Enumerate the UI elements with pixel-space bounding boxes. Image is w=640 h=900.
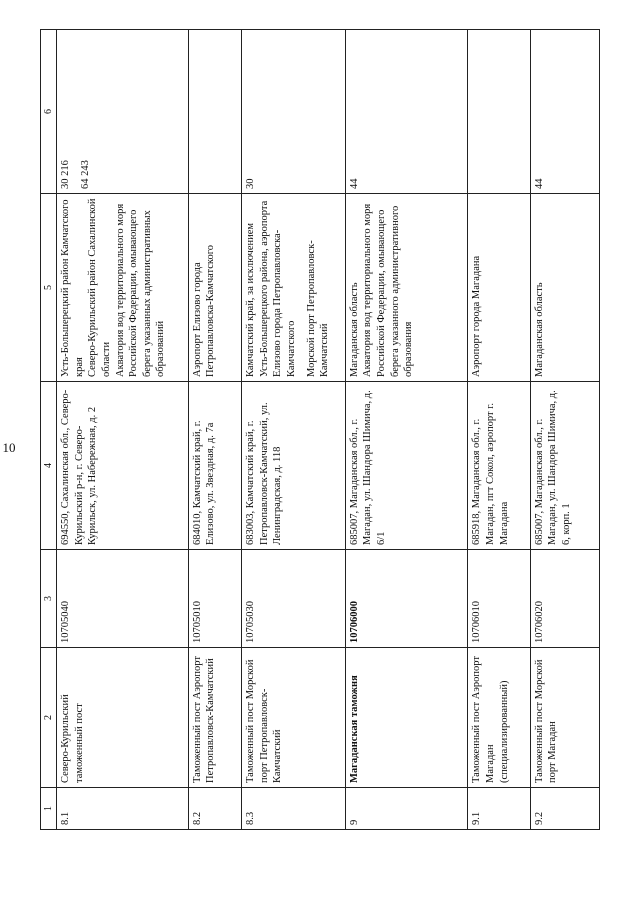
region-cell (345, 194, 468, 382)
post-code: 10706010 (468, 550, 530, 648)
region-cell (242, 194, 346, 382)
table-row (188, 30, 242, 830)
customs-table (40, 29, 600, 830)
post-address: 694550, Сахалинская обл., Северо-Курильский р-н, г. Северо-Курильск, ул. Набережная, д. 2 (57, 382, 189, 550)
post-name: Таможенный пост Морской порт Магадан (530, 648, 599, 788)
column-header: 4 (41, 382, 57, 550)
row-number: 9.1 (468, 788, 530, 830)
post-address: 684010, Камчатский край, г. Елизово, ул. Звездная, д. 7а (188, 382, 242, 550)
column-header: 2 (41, 648, 57, 788)
column-header: 1 (41, 788, 57, 830)
table-row (468, 30, 530, 830)
table-wrapper (40, 30, 640, 825)
post-address: 685918, Магаданская обл., г. Магадан, пгт Сокол, аэропорт г. Магадана (468, 382, 530, 550)
row-number: 8.1 (57, 788, 189, 830)
column-number-row (41, 30, 57, 830)
region-cell (57, 194, 189, 382)
value-cell (468, 30, 530, 194)
value-line: 30 (245, 178, 257, 189)
value-cell (242, 30, 346, 194)
value-cell (345, 30, 468, 194)
table-row (345, 30, 468, 830)
post-name: Северо-Курильский таможенный пост (57, 648, 189, 788)
post-code: 10705010 (188, 550, 242, 648)
region-line: Акватория вод территориального моря Российской Федерации, омывающего берега указанных административных образований (114, 203, 167, 377)
row-number: 8.3 (242, 788, 346, 830)
post-code: 10705030 (242, 550, 346, 648)
region-line: Камчатский край, за исключением Усть-Большерецкого района, аэропорта Елизово города Петропавловска-Камчатского (245, 200, 298, 377)
post-name: Таможенный пост Аэропорт Магадан (специализированный) (468, 648, 530, 788)
value-cell (188, 30, 242, 194)
column-header: 3 (41, 550, 57, 648)
value-cell (530, 30, 599, 194)
post-name: Таможенный пост Аэропорт Петропавловск-Камчатский (188, 648, 242, 788)
value-line: 44 (348, 178, 360, 189)
post-code: 10706020 (530, 550, 599, 648)
region-line: Аэропорт города Магадана (471, 255, 483, 377)
post-address: 685007, Магаданская обл., г. Магадан, ул. Шандора Шимича, д. 6/1 (345, 382, 468, 550)
post-code: 10706000 (345, 550, 468, 648)
value-cell (57, 30, 189, 194)
region-cell (468, 194, 530, 382)
region-line: Магаданская область (533, 282, 545, 377)
region-cell (530, 194, 599, 382)
row-number: 8.2 (188, 788, 242, 830)
column-header: 6 (41, 30, 57, 194)
value-line: 44 (533, 178, 545, 189)
region-line: Морской порт Петропавловск-Камчатский (305, 240, 331, 377)
table-row (242, 30, 346, 830)
table-row (530, 30, 599, 830)
value-line: 64 243 (79, 160, 91, 189)
row-number: 9 (345, 788, 468, 830)
post-address: 685007, Магаданская обл., г. Магадан, ул. Шандора Шимича, д. 6, корп. 1 (530, 382, 599, 550)
region-line: Усть-Большерецкий район Камчатского края (60, 199, 85, 377)
post-address: 683003, Камчатский край, г. Петропавловск-Камчатский, ул. Ленинградская, д. 118 (242, 382, 346, 550)
column-header: 5 (41, 194, 57, 382)
post-name: Магаданская таможня (345, 648, 468, 788)
post-name: Таможенный пост Морской порт Петропавловск-Камчатский (242, 648, 346, 788)
region-line: Акватория вод территориального моря Российской Федерации, омывающего берега указанного административного образования (362, 203, 415, 377)
page-number: 10 (2, 440, 16, 455)
value-line: 30 216 (60, 160, 71, 189)
region-line: Аэропорт Елизово города Петропавловска-Камчатского (191, 244, 217, 377)
post-code: 10705040 (57, 550, 189, 648)
table-row (57, 30, 189, 830)
region-cell (188, 194, 242, 382)
region-line: Магаданская область (348, 282, 360, 377)
row-number: 9.2 (530, 788, 599, 830)
region-line: Северо-Курильский район Сахалинской области (87, 198, 112, 377)
